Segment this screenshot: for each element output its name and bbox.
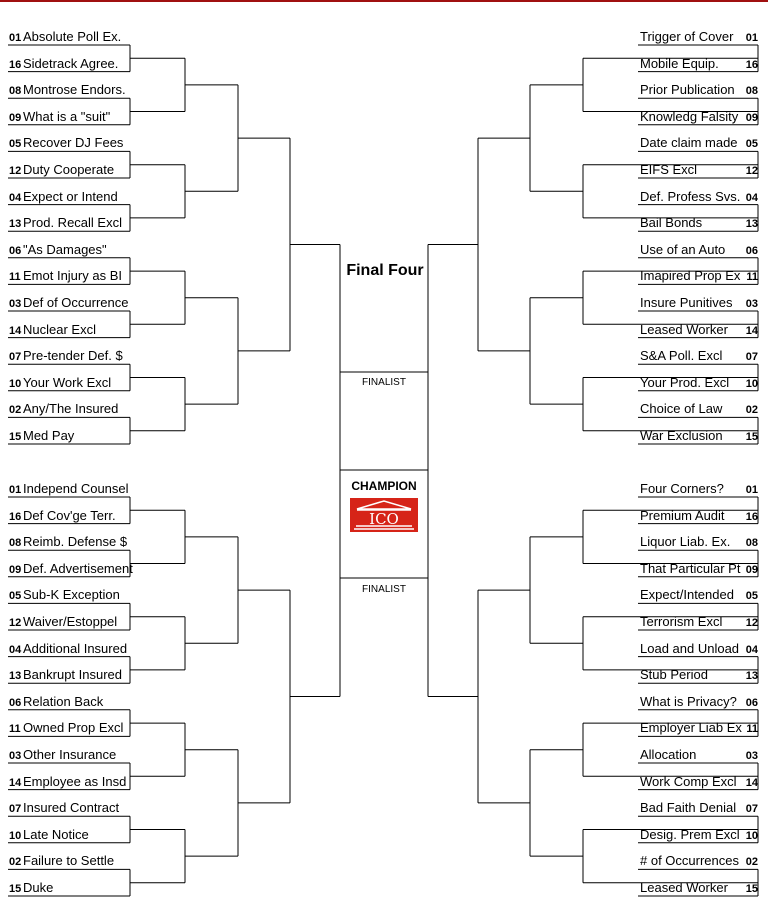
seed-number: 02 <box>9 404 22 417</box>
seed-number: 02 <box>9 856 22 869</box>
seed-number: 01 <box>745 484 758 496</box>
team-name: Any/The Insured <box>23 401 119 417</box>
team-name: Late Notice <box>23 826 89 842</box>
seed-number: 15 <box>745 883 758 895</box>
team-name: Other Insurance <box>23 747 117 762</box>
team-name: Load and Unload <box>640 640 740 656</box>
seed-number: 04 <box>9 191 22 204</box>
seed-number: 15 <box>9 431 22 443</box>
seed-number: 11 <box>9 723 21 736</box>
team-name: Med Pay <box>23 428 75 443</box>
seed-number: 15 <box>9 883 22 895</box>
seed-number: 12 <box>745 617 758 629</box>
team-name: Terrorism Excl <box>640 614 723 629</box>
team-name: Liquor Liab. Ex. <box>640 534 731 550</box>
team-name: S&A Poll. Excl <box>640 348 723 364</box>
team-name: Absolute Poll Ex. <box>23 29 122 44</box>
seed-number: 12 <box>745 165 758 177</box>
team-name: Def. Advertisement <box>23 560 133 576</box>
team-name: Reimb. Defense $ <box>23 534 128 550</box>
team-name: Employee as Insd <box>23 773 127 789</box>
team-name: Expect/Intended <box>640 587 734 603</box>
seed-number: 02 <box>745 856 758 869</box>
team-name: Prior Publication <box>640 82 735 98</box>
finalist-label-bottom: FINALIST <box>362 584 406 595</box>
team-name: EIFS Excl <box>640 162 698 177</box>
team-name: Mobile Equip. <box>640 55 719 71</box>
seed-number: 16 <box>9 58 22 71</box>
seed-number: 11 <box>746 723 758 736</box>
seed-number: 14 <box>745 324 758 337</box>
seed-number: 16 <box>745 510 758 523</box>
seed-number: 13 <box>745 218 758 231</box>
team-name: Owned Prop Excl <box>23 720 124 736</box>
champion-label: CHAMPION <box>351 479 417 493</box>
team-name: Insure Punitives <box>640 295 733 310</box>
seed-number: 04 <box>745 191 758 204</box>
seed-number: 08 <box>745 85 758 98</box>
seed-number: 15 <box>745 431 758 443</box>
team-name: Trigger of Cover <box>640 29 734 44</box>
seed-number: 03 <box>745 298 758 310</box>
seed-number: 13 <box>9 670 22 683</box>
seed-number: 16 <box>745 58 758 71</box>
team-name: Sidetrack Agree. <box>23 55 119 71</box>
seed-number: 06 <box>9 244 22 257</box>
seed-number: 01 <box>9 32 22 44</box>
team-name: Leased Worker <box>640 321 728 337</box>
team-name: Emot Injury as BI <box>23 268 122 284</box>
seed-number: 02 <box>745 404 758 417</box>
seed-number: 07 <box>9 351 22 364</box>
team-name: Montrose Endors. <box>23 82 126 98</box>
team-name: Def of Occurrence <box>23 295 129 310</box>
team-name: Bankrupt Insured <box>23 667 123 683</box>
seed-number: 09 <box>745 111 758 124</box>
seed-number: 13 <box>745 670 758 683</box>
seed-number: 13 <box>9 218 22 231</box>
team-name: Insured Contract <box>23 800 120 816</box>
team-name: Leased Worker <box>640 880 728 895</box>
seed-number: 03 <box>9 750 22 762</box>
seed-number: 10 <box>745 377 758 390</box>
seed-number: 08 <box>745 537 758 550</box>
seed-number: 09 <box>745 563 758 576</box>
seed-number: 12 <box>9 165 22 177</box>
team-name: Nuclear Excl <box>23 321 96 337</box>
team-name: Premium Audit <box>640 507 725 523</box>
team-name: Prod. Recall Excl <box>23 215 122 231</box>
team-name: Knowledg Falsity <box>640 108 739 124</box>
seed-number: 07 <box>745 351 758 364</box>
seed-number: 14 <box>9 776 22 789</box>
seed-number: 07 <box>9 803 22 816</box>
team-name: Stub Period <box>640 667 708 683</box>
team-name: What is a "suit" <box>23 108 111 124</box>
seed-number: 11 <box>9 271 21 284</box>
team-name: # of Occurrences <box>640 853 739 869</box>
seed-number: 05 <box>745 138 758 151</box>
team-name: Imapired Prop Ex <box>640 268 741 284</box>
team-name: Def Cov'ge Terr. <box>23 507 116 523</box>
seed-number: 14 <box>9 324 22 337</box>
seed-number: 06 <box>9 696 22 709</box>
team-name: Choice of Law <box>640 401 723 417</box>
team-name: Waiver/Estoppel <box>23 614 118 629</box>
seed-number: 01 <box>745 32 758 44</box>
team-name: Failure to Settle <box>23 853 115 869</box>
ico-logo-text: ICO <box>369 510 399 528</box>
seed-number: 14 <box>745 776 758 789</box>
seed-number: 16 <box>9 510 22 523</box>
seed-number: 06 <box>745 696 758 709</box>
team-name: Your Prod. Excl <box>640 374 730 390</box>
team-name: Duke <box>23 880 54 895</box>
team-name: Relation Back <box>23 693 104 709</box>
team-name: Sub-K Exception <box>23 587 120 603</box>
team-name: Def. Profess Svs. <box>640 188 741 204</box>
team-name: Duty Cooperate <box>23 162 115 177</box>
team-name: Additional Insured <box>23 640 128 656</box>
team-name: Use of an Auto <box>640 241 726 257</box>
final-four-title: Final Four <box>346 262 424 279</box>
seed-number: 07 <box>745 803 758 816</box>
team-name: That Particular Pt <box>640 560 741 576</box>
seed-number: 09 <box>9 563 22 576</box>
team-name: "As Damages" <box>23 241 107 257</box>
team-name: Work Comp Excl <box>640 773 737 789</box>
seed-number: 05 <box>745 590 758 603</box>
team-name: Recover DJ Fees <box>23 135 124 151</box>
seed-number: 04 <box>9 643 22 656</box>
team-name: Pre-tender Def. $ <box>23 348 123 364</box>
team-name: War Exclusion <box>640 428 723 443</box>
seed-number: 11 <box>746 271 758 284</box>
seed-number: 04 <box>745 643 758 656</box>
team-name: Allocation <box>640 747 697 762</box>
seed-number: 03 <box>745 750 758 762</box>
seed-number: 12 <box>9 617 22 629</box>
seed-number: 01 <box>9 484 22 496</box>
team-name: Employer Liab Ex <box>640 720 742 736</box>
seed-number: 05 <box>9 590 22 603</box>
seed-number: 05 <box>9 138 22 151</box>
team-name: Bail Bonds <box>640 215 703 231</box>
team-name: What is Privacy? <box>640 693 737 709</box>
seed-number: 03 <box>9 298 22 310</box>
team-name: Bad Faith Denial <box>640 800 737 816</box>
team-name: Expect or Intend <box>23 188 118 204</box>
team-name: Desig. Prem Excl <box>640 826 740 842</box>
seed-number: 08 <box>9 537 22 550</box>
seed-number: 10 <box>745 829 758 842</box>
team-name: Date claim made <box>640 135 738 151</box>
team-name: Four Corners? <box>640 481 724 496</box>
finalist-label-top: FINALIST <box>362 377 406 388</box>
team-name: Independ Counsel <box>23 481 129 496</box>
seed-number: 09 <box>9 111 22 124</box>
seed-number: 10 <box>9 829 22 842</box>
team-name: Your Work Excl <box>23 374 112 390</box>
ico-logo <box>350 498 418 532</box>
seed-number: 08 <box>9 85 22 98</box>
seed-number: 06 <box>745 244 758 257</box>
seed-number: 10 <box>9 377 22 390</box>
